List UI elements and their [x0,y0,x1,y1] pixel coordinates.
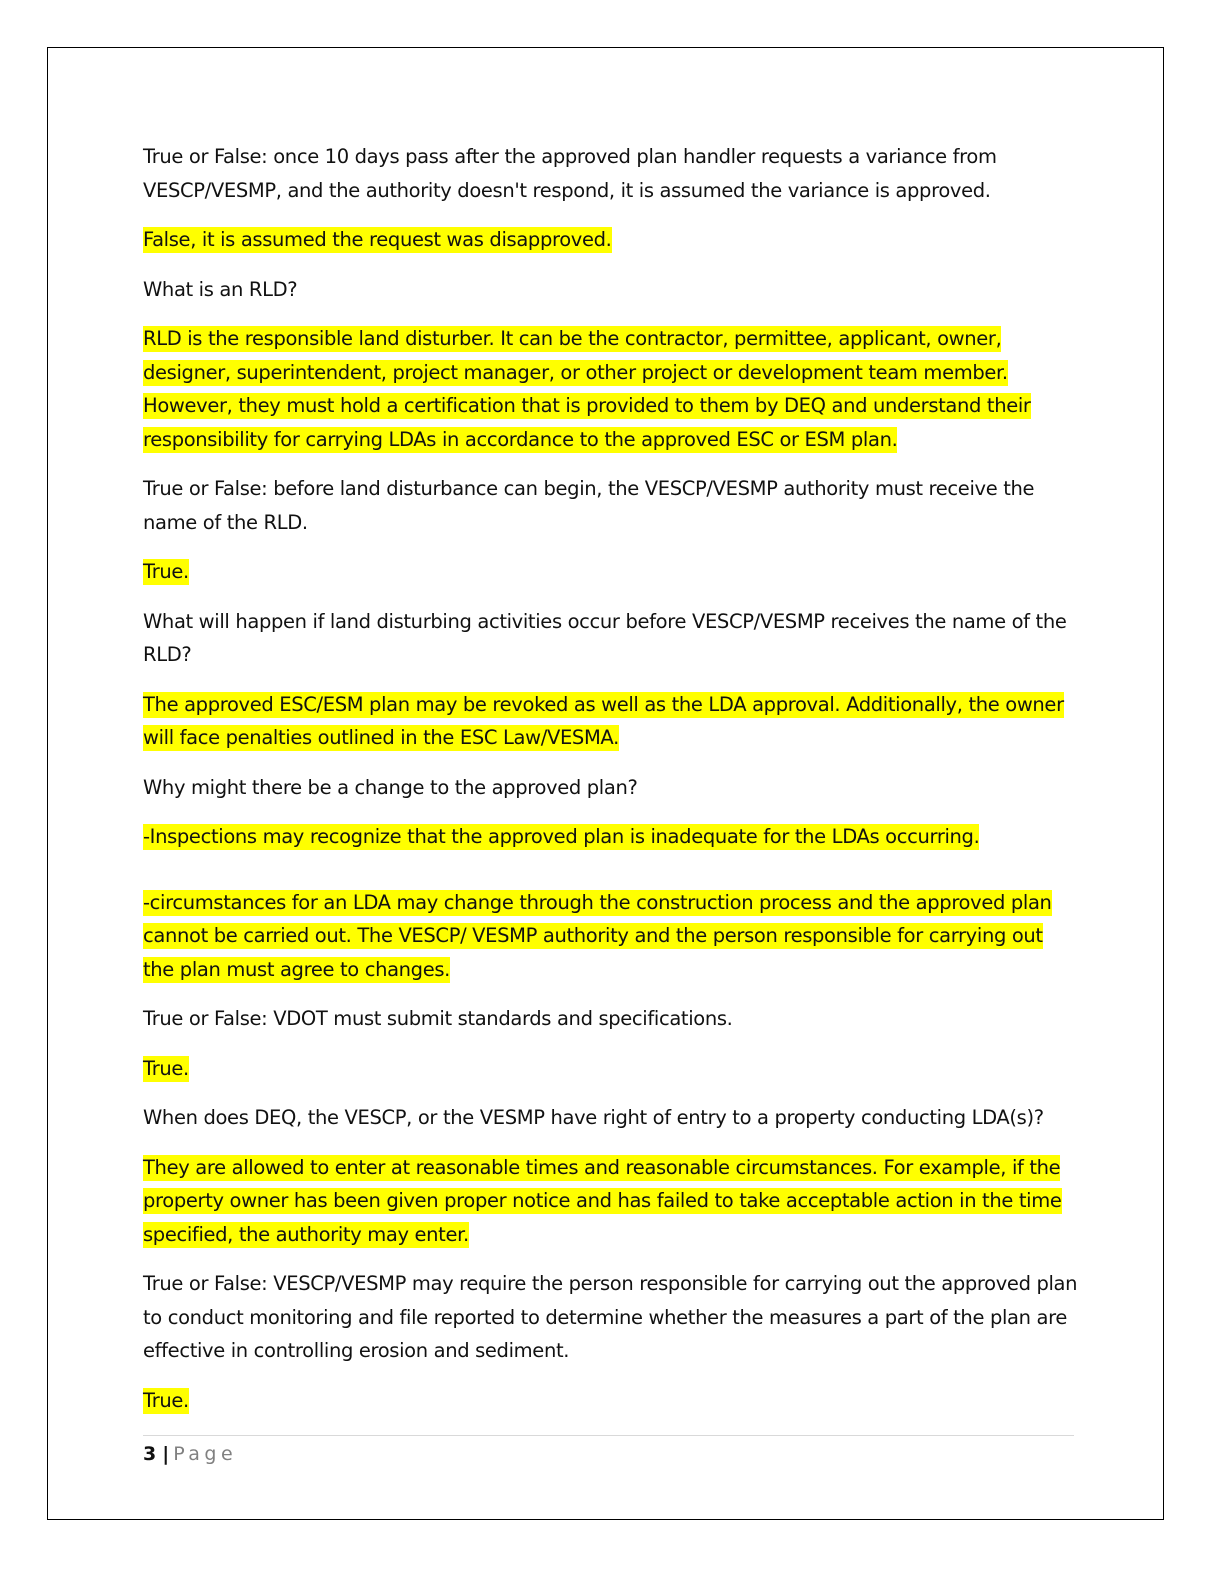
question-paragraph [143,140,1078,207]
page-footer [143,1440,237,1468]
highlighted-answer-text: True. [143,1388,189,1412]
highlighted-answer-text: -circumstances for an LDA may change through the construction process and the approved plan cannot be carried out. The VESCP/ VESMP authority and the person responsible for carrying out the plan must agree to changes. [143,890,1052,981]
question-paragraph [143,1267,1078,1368]
question-text: True or False: once 10 days pass after the approved plan handler requests a variance from VESCP/VESMP, and the authority doesn't respond, it is assumed the variance is approved. [143,145,997,202]
question-text: True or False: before land disturbance can begin, the VESCP/VESMP authority must receive the name of the RLD. [143,477,1035,534]
highlighted-answer-text: True. [143,1056,189,1080]
question-text: Why might there be a change to the approved plan? [143,775,638,799]
question-text: True or False: VDOT must submit standards and specifications. [143,1007,733,1030]
highlighted-answer-text: False, it is assumed the request was disapproved. [143,228,612,251]
answer-paragraph [143,322,1078,456]
page-number: 3 [143,1443,157,1465]
answer-paragraph [143,688,1078,755]
question-text: True or False: VESCP/VESMP may require the person responsible for carrying out the approved plan to conduct monitoring and file reported to determine whether the measures a part of the plan are effective in controlling erosion and sediment. [143,1272,1078,1362]
highlighted-answer-text: The approved ESC/ESM plan may be revoked as well as the LDA approval. Additionally, the owner will face penalties outlined in the ESC Law/VESMA. [143,692,1064,749]
highlighted-answer-text: -Inspections may recognize that the approved plan is inadequate for the LDAs occurring. [143,825,980,848]
question-text: When does DEQ, the VESCP, or the VESMP have right of entry to a property conducting LDA(s)? [143,1106,1044,1129]
question-paragraph [143,1002,1078,1036]
question-paragraph [143,472,1078,539]
question-paragraph [143,1101,1078,1135]
footer-divider [143,1435,1074,1436]
question-text: What will happen if land disturbing activities occur before VESCP/VESMP receives the name of the RLD? [143,609,1067,666]
highlighted-answer-text: True. [143,560,189,583]
highlighted-answer-text: They are allowed to enter at reasonable times and reasonable circumstances. For example, if the property owner has been given proper notice and has failed to take acceptable action in the time specified, the authority may enter. [143,1155,1062,1246]
answer-paragraph [143,1151,1078,1252]
question-paragraph [143,273,1078,307]
question-paragraph [143,605,1078,672]
answer-paragraph [143,1052,1078,1086]
question-text: What is an RLD? [143,277,298,301]
document-body [143,140,1078,1433]
footer-separator: | [162,1443,170,1465]
answer-paragraph [143,223,1078,257]
page-label: Page [173,1443,238,1465]
answer-paragraph [143,820,1078,854]
answer-paragraph [143,886,1078,987]
answer-paragraph [143,1384,1078,1418]
question-paragraph [143,771,1078,805]
answer-paragraph [143,555,1078,589]
highlighted-answer-text: RLD is the responsible land disturber. It can be the contractor, permittee, applicant, owner, designer, superintendent, project manager, or other project or development team member. However, they must hold a certification that is provided to them by DEQ and understand their responsibility for carrying LDAs in accordance to the approved ESC or ESM plan. [143,327,1031,451]
